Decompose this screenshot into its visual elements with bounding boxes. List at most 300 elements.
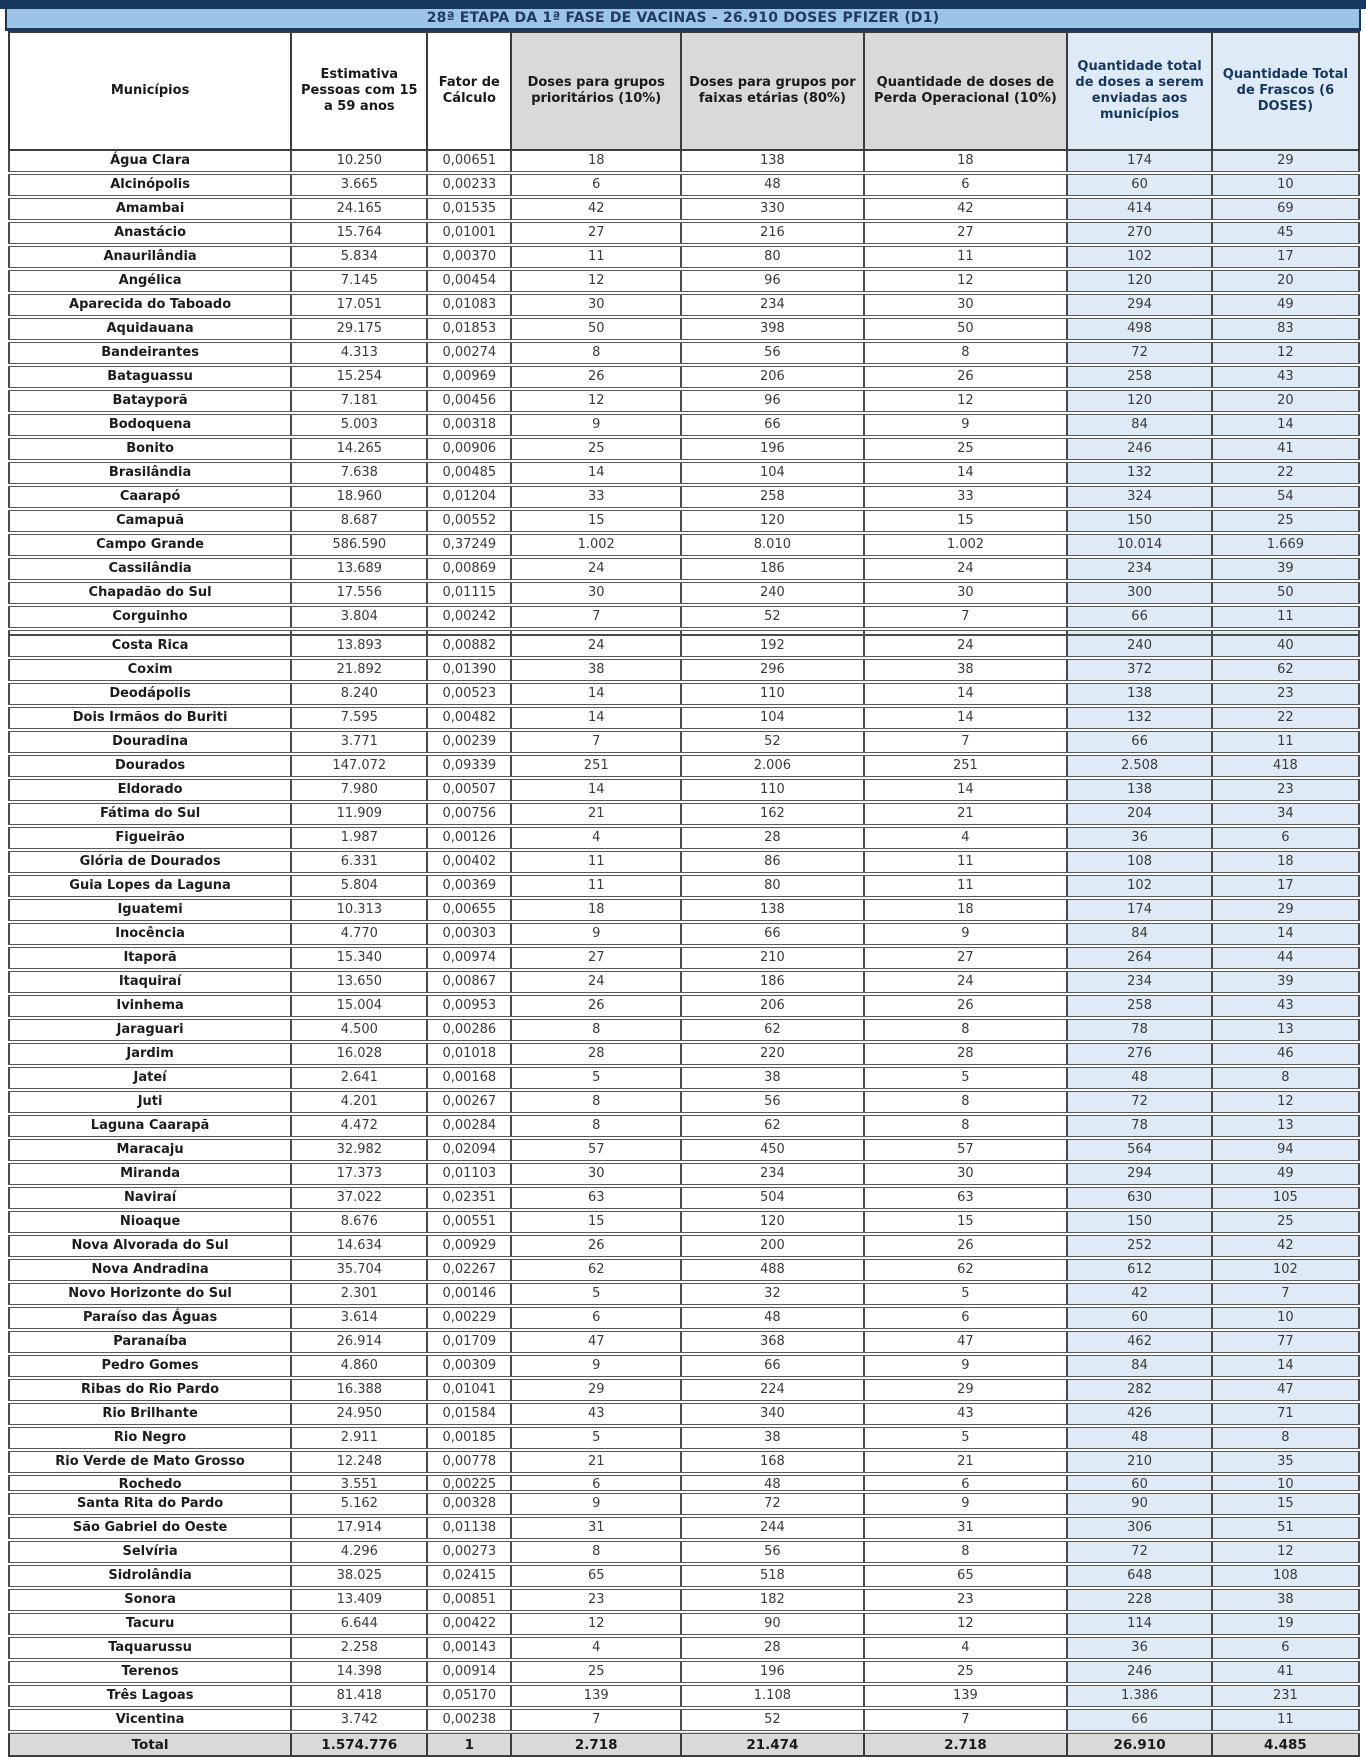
header-perda-operacional: Quantidade de doses de Perda Operacional (10%) <box>864 32 1068 150</box>
cell-text: 120 <box>759 1214 785 1229</box>
value-cell <box>681 946 863 970</box>
cell-text: 9 <box>592 926 601 941</box>
cell-text: 18 <box>957 902 974 917</box>
cell-text: 276 <box>1127 1046 1152 1061</box>
value-cell <box>1067 1186 1211 1210</box>
cell-text: 66 <box>764 926 781 941</box>
cell-text: 57 <box>957 1142 974 1157</box>
value-cell <box>681 1450 863 1474</box>
cell-text: 54 <box>1277 489 1294 504</box>
value-cell <box>1212 1018 1359 1042</box>
cell-text: 17.373 <box>336 1166 383 1181</box>
table-row <box>9 485 1359 509</box>
cell-text: 36 <box>1131 1640 1148 1655</box>
cell-text: 14 <box>1277 417 1294 432</box>
header-doses-prioritarios: Doses para grupos prioritários (10%) <box>511 32 681 150</box>
cell-text: 0,02351 <box>442 1190 497 1205</box>
municipality-cell <box>9 1708 291 1732</box>
municipality-cell <box>9 581 291 605</box>
value-cell <box>1212 485 1359 509</box>
cell-text: 9 <box>961 926 970 941</box>
cell-text: 26 <box>957 1238 974 1253</box>
value-cell <box>1212 245 1359 269</box>
value-cell <box>511 1090 681 1114</box>
cell-text: 66 <box>1131 609 1148 624</box>
value-cell <box>291 802 427 826</box>
cell-text: Maracaju <box>116 1142 184 1157</box>
cell-text: 0,00651 <box>442 153 497 168</box>
value-cell <box>427 1684 511 1708</box>
value-cell <box>511 557 681 581</box>
cell-text: 186 <box>759 561 785 576</box>
value-cell <box>681 1162 863 1186</box>
municipality-cell <box>9 1474 291 1492</box>
header-estimativa: Estimativa Pessoas com 15 a 59 anos <box>291 32 427 150</box>
cell-text: 15.764 <box>336 225 383 240</box>
cell-text: 138 <box>1127 782 1152 797</box>
value-cell <box>1067 658 1211 682</box>
cell-text: 240 <box>1127 638 1152 653</box>
value-cell <box>291 1612 427 1636</box>
value-cell <box>511 874 681 898</box>
cell-text: 50 <box>957 321 974 336</box>
value-cell <box>1067 898 1211 922</box>
cell-text: 15 <box>957 513 974 528</box>
value-cell <box>511 365 681 389</box>
cell-text: 6 <box>961 177 970 192</box>
cell-text: Coxim <box>127 662 173 677</box>
cell-text: 418 <box>1272 758 1298 773</box>
cell-text: 62 <box>957 1262 974 1277</box>
table-row <box>9 1612 1359 1636</box>
value-cell <box>1067 1402 1211 1426</box>
cell-text: 210 <box>759 950 785 965</box>
value-cell <box>681 1210 863 1234</box>
cell-text: 5.834 <box>340 249 378 264</box>
cell-text: 56 <box>764 1544 781 1559</box>
value-cell <box>291 1162 427 1186</box>
value-cell <box>1067 1018 1211 1042</box>
value-cell <box>864 1210 1068 1234</box>
value-cell <box>511 533 681 557</box>
value-cell <box>864 1138 1068 1162</box>
cell-text: 24 <box>957 638 974 653</box>
cell-text: 414 <box>1127 201 1152 216</box>
value-cell <box>681 581 863 605</box>
value-cell <box>681 1474 863 1492</box>
cell-text: Juti <box>137 1094 163 1109</box>
municipality-cell <box>9 557 291 581</box>
municipality-cell <box>9 1186 291 1210</box>
cell-text: 0,01584 <box>442 1406 497 1421</box>
municipality-cell <box>9 682 291 706</box>
cell-text: 498 <box>1127 321 1152 336</box>
cell-text: 15 <box>957 1214 974 1229</box>
municipality-cell <box>9 1540 291 1564</box>
cell-text: 15.254 <box>336 369 383 384</box>
table-row <box>9 706 1359 730</box>
value-cell <box>1067 1234 1211 1258</box>
cell-text: 10 <box>1277 177 1294 192</box>
cell-text: 35 <box>1277 1454 1294 1469</box>
cell-text: 7 <box>961 1712 970 1727</box>
value-cell <box>291 1090 427 1114</box>
cell-text: 18 <box>957 153 974 168</box>
cell-text: 108 <box>1272 1568 1298 1583</box>
value-cell <box>511 1330 681 1354</box>
value-cell <box>511 509 681 533</box>
value-cell <box>681 197 863 221</box>
value-cell <box>1067 509 1211 533</box>
cell-text: 12 <box>957 273 974 288</box>
cell-text: Água Clara <box>110 153 190 168</box>
value-cell <box>681 1186 863 1210</box>
cell-text: 0,01001 <box>442 225 497 240</box>
value-cell <box>291 1258 427 1282</box>
cell-text: 330 <box>759 201 785 216</box>
cell-text: 12 <box>957 1616 974 1631</box>
value-cell <box>427 437 511 461</box>
cell-text: 80 <box>764 878 781 893</box>
value-cell <box>1212 365 1359 389</box>
cell-text: 86 <box>764 854 781 869</box>
table-row <box>9 557 1359 581</box>
municipality-cell <box>9 922 291 946</box>
value-cell <box>511 461 681 485</box>
value-cell <box>427 778 511 802</box>
cell-text: 234 <box>1127 561 1152 576</box>
cell-text: 23 <box>1277 782 1294 797</box>
table-row <box>9 682 1359 706</box>
value-cell <box>1067 682 1211 706</box>
cell-text: 43 <box>1277 998 1294 1013</box>
value-cell <box>864 850 1068 874</box>
cell-text: 372 <box>1127 662 1152 677</box>
cell-text: 28 <box>764 830 781 845</box>
value-cell <box>864 970 1068 994</box>
value-cell <box>511 1282 681 1306</box>
cell-text: 34 <box>1277 806 1294 821</box>
cell-text: 0,00906 <box>442 441 497 456</box>
cell-text: Itaporã <box>123 950 177 965</box>
table-row <box>9 1564 1359 1588</box>
cell-text: 14 <box>957 782 974 797</box>
cell-text: Laguna Caarapã <box>90 1118 210 1133</box>
value-cell <box>291 509 427 533</box>
cell-text: 0,00239 <box>442 734 497 749</box>
value-cell <box>1067 1114 1211 1138</box>
cell-text: 13 <box>1277 1022 1294 1037</box>
cell-text: 0,00267 <box>442 1094 497 1109</box>
cell-text: Douradina <box>112 734 189 749</box>
value-cell <box>291 1378 427 1402</box>
value-cell <box>511 826 681 850</box>
cell-text: 84 <box>1131 926 1148 941</box>
value-cell <box>864 1564 1068 1588</box>
municipality-cell <box>9 533 291 557</box>
table-row <box>9 1684 1359 1708</box>
municipality-cell <box>9 437 291 461</box>
cell-text: Bodoquena <box>108 417 192 432</box>
value-cell <box>1212 1492 1359 1516</box>
cell-text: 7 <box>592 734 601 749</box>
value-cell <box>511 1258 681 1282</box>
value-cell <box>1067 1660 1211 1684</box>
cell-text: 42 <box>957 201 974 216</box>
table-row <box>9 1516 1359 1540</box>
municipality-cell <box>9 293 291 317</box>
value-cell <box>291 922 427 946</box>
cell-text: 0,01018 <box>442 1046 497 1061</box>
cell-text: 26 <box>587 998 605 1013</box>
value-cell <box>1212 970 1359 994</box>
value-cell <box>681 682 863 706</box>
value-cell <box>291 173 427 197</box>
cell-text: 8 <box>592 1094 601 1109</box>
value-cell <box>511 293 681 317</box>
value-cell <box>864 293 1068 317</box>
cell-text: 10.313 <box>336 902 383 917</box>
cell-text: 210 <box>1127 1454 1152 1469</box>
value-cell <box>511 802 681 826</box>
value-cell <box>681 533 863 557</box>
cell-text: 5.162 <box>340 1496 378 1511</box>
cell-text: 48 <box>764 1310 781 1325</box>
value-cell <box>1212 1186 1359 1210</box>
value-cell <box>427 1540 511 1564</box>
table-row <box>9 1210 1359 1234</box>
value-cell <box>681 706 863 730</box>
cell-text: 13.893 <box>336 638 383 653</box>
value-cell <box>291 317 427 341</box>
cell-text: 24 <box>587 561 605 576</box>
value-cell <box>681 658 863 682</box>
table-row <box>9 533 1359 557</box>
cell-text: 0,02094 <box>442 1142 497 1157</box>
value-cell <box>864 1378 1068 1402</box>
cell-text: 296 <box>759 662 785 677</box>
value-cell <box>291 898 427 922</box>
cell-text: 4 <box>961 1640 970 1655</box>
value-cell <box>1067 1474 1211 1492</box>
value-cell <box>681 1426 863 1450</box>
cell-text: 0,00286 <box>442 1022 497 1037</box>
cell-text: 14 <box>587 782 605 797</box>
cell-text: 2.641 <box>340 1070 378 1085</box>
municipality-cell <box>9 1138 291 1162</box>
cell-text: 83 <box>1277 321 1294 336</box>
value-cell <box>291 1636 427 1660</box>
cell-text: 7 <box>592 609 601 624</box>
cell-text: 56 <box>764 345 781 360</box>
cell-text: 0,00953 <box>442 998 497 1013</box>
value-cell <box>681 269 863 293</box>
cell-text: 5 <box>961 1430 970 1445</box>
cell-text: 16.028 <box>336 1046 383 1061</box>
cell-text: 4.472 <box>340 1118 378 1133</box>
cell-text: 15 <box>587 1214 605 1229</box>
cell-text: Santa Rita do Pardo <box>76 1496 224 1511</box>
cell-text: 4.313 <box>340 345 378 360</box>
value-cell <box>681 1354 863 1378</box>
cell-text: 25 <box>587 441 605 456</box>
cell-text: 11 <box>587 854 605 869</box>
cell-text: 14 <box>587 465 605 480</box>
cell-text: 62 <box>1277 662 1294 677</box>
cell-text: Nova Andradina <box>91 1262 209 1277</box>
table-row <box>9 1354 1359 1378</box>
value-cell <box>427 1450 511 1474</box>
cell-text: 186 <box>759 974 785 989</box>
value-cell <box>291 293 427 317</box>
value-cell <box>864 150 1068 173</box>
cell-text: 21 <box>587 1454 605 1469</box>
value-cell <box>427 994 511 1018</box>
cell-text: 60 <box>1131 1477 1148 1490</box>
cell-text: 14 <box>587 710 605 725</box>
cell-text: 147.072 <box>332 758 387 773</box>
cell-text: 7.980 <box>340 782 378 797</box>
cell-text: 30 <box>587 585 605 600</box>
cell-text: 78 <box>1131 1022 1148 1037</box>
value-cell <box>511 221 681 245</box>
value-cell <box>291 413 427 437</box>
cell-text: 60 <box>1131 177 1148 192</box>
cell-text: 0,00507 <box>442 782 497 797</box>
value-cell <box>1067 994 1211 1018</box>
cell-text: 30 <box>957 297 974 312</box>
cell-text: 8.240 <box>340 686 378 701</box>
cell-text: 586.590 <box>332 537 387 552</box>
cell-text: 0,00242 <box>442 609 497 624</box>
cell-text: 120 <box>759 513 785 528</box>
cell-text: 39 <box>1277 561 1294 576</box>
cell-text: Naviraí <box>123 1190 177 1205</box>
value-cell <box>511 1426 681 1450</box>
cell-text: 27 <box>957 225 974 240</box>
cell-text: 10.250 <box>336 153 383 168</box>
value-cell <box>427 221 511 245</box>
cell-text: 77 <box>1277 1334 1294 1349</box>
cell-text: Glória de Dourados <box>79 854 221 869</box>
value-cell <box>291 1402 427 1426</box>
value-cell <box>1067 1378 1211 1402</box>
cell-text: 6.331 <box>340 854 378 869</box>
value-cell <box>1067 970 1211 994</box>
value-cell <box>291 1684 427 1708</box>
table-row <box>9 778 1359 802</box>
header-municipios: Municípios <box>9 32 291 150</box>
table-row <box>9 1474 1359 1492</box>
value-cell <box>427 365 511 389</box>
value-cell <box>1067 1684 1211 1708</box>
value-cell <box>511 1210 681 1234</box>
table-row <box>9 1066 1359 1090</box>
cell-text: 206 <box>759 998 785 1013</box>
cell-text: 5 <box>961 1070 970 1085</box>
value-cell <box>864 946 1068 970</box>
cell-text: 17.914 <box>336 1520 383 1535</box>
value-cell <box>1212 150 1359 173</box>
value-cell <box>1212 1042 1359 1066</box>
value-cell <box>511 1234 681 1258</box>
cell-text: 12 <box>587 273 605 288</box>
value-cell <box>511 1018 681 1042</box>
municipality-cell <box>9 1090 291 1114</box>
cell-text: 62 <box>587 1262 605 1277</box>
value-cell <box>511 778 681 802</box>
value-cell <box>511 245 681 269</box>
cell-text: 18 <box>587 153 605 168</box>
municipality-cell <box>9 1450 291 1474</box>
value-cell <box>864 1588 1068 1612</box>
value-cell <box>1212 1378 1359 1402</box>
cell-text: 27 <box>587 225 605 240</box>
cell-text: 24 <box>587 638 605 653</box>
cell-text: 50 <box>587 321 605 336</box>
value-cell <box>864 826 1068 850</box>
cell-text: 6 <box>592 1310 601 1325</box>
cell-text: 504 <box>759 1190 785 1205</box>
cell-text: 234 <box>759 1166 785 1181</box>
cell-text: 9 <box>592 1358 601 1373</box>
cell-text: Eldorado <box>117 782 183 797</box>
cell-text: 0,00756 <box>442 806 497 821</box>
cell-text: 8 <box>961 1022 970 1037</box>
municipality-cell <box>9 1588 291 1612</box>
value-cell <box>291 341 427 365</box>
table-row <box>9 245 1359 269</box>
table-row <box>9 970 1359 994</box>
cell-text: 41 <box>1277 441 1294 456</box>
table-row <box>9 802 1359 826</box>
cell-text: 11 <box>1277 609 1294 624</box>
value-cell <box>1067 1492 1211 1516</box>
cell-text: 0,05170 <box>442 1688 497 1703</box>
cell-text: 29 <box>1277 902 1294 917</box>
cell-text: 23 <box>587 1592 605 1607</box>
cell-text: 8 <box>592 1118 601 1133</box>
value-cell <box>427 317 511 341</box>
value-cell <box>864 485 1068 509</box>
value-cell <box>291 1186 427 1210</box>
cell-text: 25 <box>957 441 974 456</box>
vaccine-distribution-table <box>8 31 1360 1757</box>
value-cell <box>1067 922 1211 946</box>
cell-text: 17 <box>1277 878 1294 893</box>
value-cell <box>681 365 863 389</box>
cell-text: 518 <box>759 1568 785 1583</box>
cell-text: Jardim <box>126 1046 174 1061</box>
value-cell <box>427 1492 511 1516</box>
value-cell <box>864 1114 1068 1138</box>
cell-text: 0,00454 <box>442 273 497 288</box>
value-cell <box>681 221 863 245</box>
total-doses-faixas: 21.474 <box>681 1732 863 1756</box>
cell-text: 4.296 <box>340 1544 378 1559</box>
value-cell <box>427 485 511 509</box>
municipality-cell <box>9 365 291 389</box>
municipality-cell <box>9 1258 291 1282</box>
value-cell <box>427 173 511 197</box>
table-footer <box>9 1732 1359 1756</box>
cell-text: 258 <box>759 489 785 504</box>
cell-text: 7.181 <box>340 393 378 408</box>
value-cell <box>681 1660 863 1684</box>
municipality-cell <box>9 850 291 874</box>
cell-text: 6 <box>592 1477 601 1490</box>
value-cell <box>681 1612 863 1636</box>
